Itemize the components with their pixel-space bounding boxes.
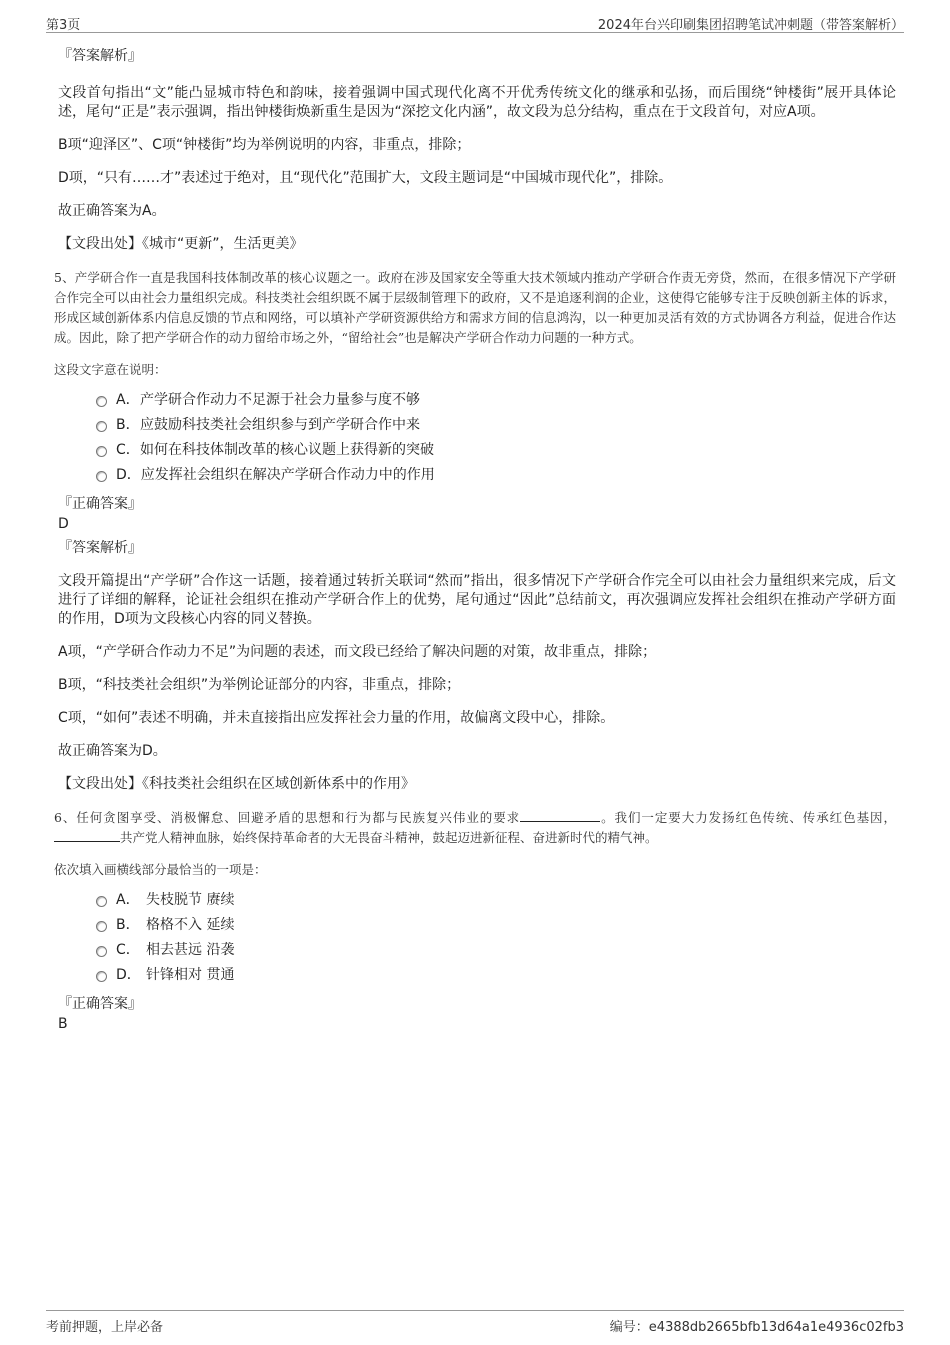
q4-analysis-label: 『答案解析』 — [58, 48, 142, 64]
q4-analysis-p2: B项“迎泽区”、C项“钟楼街”均为举例说明的内容，非重点，排除； — [58, 137, 471, 153]
page-footer — [46, 1310, 904, 1335]
q6-option-d[interactable]: D． 针锋相对 贯通 — [96, 963, 896, 988]
fill-blank-2 — [54, 829, 120, 842]
q4-analysis-p3: D项，“只有……才”表述过于绝对，且“现代化”范围扩大，文段主题词是“中国城市现代化”，排除。 — [58, 170, 673, 186]
q5-answer-label: 『正确答案』 — [58, 496, 142, 512]
page-content — [54, 40, 896, 1032]
q5-option-c[interactable]: C．如何在科技体制改革的核心议题上获得新的突破 — [96, 438, 896, 463]
q5-option-a[interactable]: A．产学研合作动力不足源于社会力量参与度不够 — [96, 388, 896, 413]
q5-option-b[interactable]: B．应鼓励科技类社会组织参与到产学研合作中来 — [96, 413, 896, 438]
q6-prompt: 依次填入画横线部分最恰当的一项是： — [54, 862, 267, 877]
radio-icon[interactable] — [96, 921, 107, 932]
radio-icon[interactable] — [96, 471, 107, 482]
document-title: 2024年台兴印刷集团招聘笔试冲刺题（带答案解析） — [597, 18, 904, 33]
q4-source: 【文段出处】《城市“更新”，生活更美》 — [58, 236, 304, 252]
document-code: 编号：e4388db2665bfb13d64a1e4936c02fb3 — [609, 1320, 904, 1335]
q4-analysis-p1: 文段首句指出“文”能凸显城市特色和韵味，接着强调中国式现代化离不开优秀传统文化的继承和弘扬，而后围绕“钟楼街”展开具体论述，尾句“正是”表示强调，指出钟楼街焕新重生是因为“深挖文化内涵”，故文段为总分结构，重点在于文段首句，对应A项。 — [58, 85, 896, 120]
q6-option-a[interactable]: A． 失枝脱节 赓续 — [96, 888, 896, 913]
page-header — [46, 12, 904, 33]
q5-prompt: 这段文字意在说明： — [54, 362, 167, 377]
q6-answer: B — [58, 1016, 68, 1032]
radio-icon[interactable] — [96, 421, 107, 432]
q5-analysis-p4: C项，“如何”表述不明确，并未直接指出应发挥社会力量的作用，故偏离文段中心，排除。 — [58, 710, 615, 726]
q5-option-d[interactable]: D．应发挥社会组织在解决产学研合作动力中的作用 — [96, 463, 896, 488]
q5-analysis-p2: A项，“产学研合作动力不足”为问题的表述，而文段已经给了解决问题的对策，故非重点，排除； — [58, 644, 657, 660]
q5-analysis-p3: B项，“科技类社会组织”为举例论证部分的内容，非重点，排除； — [58, 677, 461, 693]
q5-analysis-conclusion: 故正确答案为D。 — [58, 743, 167, 759]
q5-analysis-label: 『答案解析』 — [58, 540, 142, 556]
radio-icon[interactable] — [96, 896, 107, 907]
q6-stem: 6、任何贪图享受、消极懈怠、回避矛盾的思想和行为都与民族复兴伟业的要求 。我们一定要大力发扬红色传统、传承红色基因，共产党人精神血脉，始终保持革命者的大无畏奋斗精神，鼓起迈进新征程、奋进新时代的精气神。 — [54, 810, 896, 845]
q5-options — [96, 388, 896, 488]
q5-stem: 5、产学研合作一直是我国科技体制改革的核心议题之一。政府在涉及国家安全等重大技术领域内推动产学研合作责无旁贷，然而，在很多情况下产学研合作完全可以由社会力量组织完成。科技类社会组织既不属于层级制管理下的政府，又不是追逐利润的企业，这使得它能够专注于反映创新主体的诉求，形成区域创新体系内信息反馈的节点和网络，可以填补产学研资源供给方和需求方间的信息鸿沟，以一种更加灵活有效的方式协调各方利益，促进合作达成。因此，除了把产学研合作的动力留给市场之外，“留给社会”也是解决产学研合作动力问题的一种方式。 — [54, 270, 896, 345]
q4-analysis-conclusion: 故正确答案为A。 — [58, 203, 166, 219]
fill-blank-1 — [520, 809, 600, 822]
q5-analysis-p1: 文段开篇提出“产学研”合作这一话题，接着通过转折关联词“然而”指出，很多情况下产学研合作完全可以由社会力量组织来完成，后文进行了详细的解释，论证社会组织在推动产学研合作上的优势，尾句通过“因此”总结前文，再次强调应发挥社会组织在推动产学研方面的作用，D项为文段核心内容的同义替换。 — [58, 573, 896, 627]
radio-icon[interactable] — [96, 946, 107, 957]
radio-icon[interactable] — [96, 446, 107, 457]
q6-options — [96, 888, 896, 988]
radio-icon[interactable] — [96, 396, 107, 407]
q5-answer: D — [58, 516, 69, 532]
radio-icon[interactable] — [96, 971, 107, 982]
footer-slogan: 考前押题，上岸必备 — [46, 1320, 164, 1335]
q6-option-c[interactable]: C． 相去甚远 沿袭 — [96, 938, 896, 963]
q6-answer-label: 『正确答案』 — [58, 996, 142, 1012]
q5-source: 【文段出处】《科技类社会组织在区域创新体系中的作用》 — [58, 776, 415, 792]
q6-option-b[interactable]: B． 格格不入 延续 — [96, 913, 896, 938]
page-number: 第3页 — [46, 18, 81, 33]
